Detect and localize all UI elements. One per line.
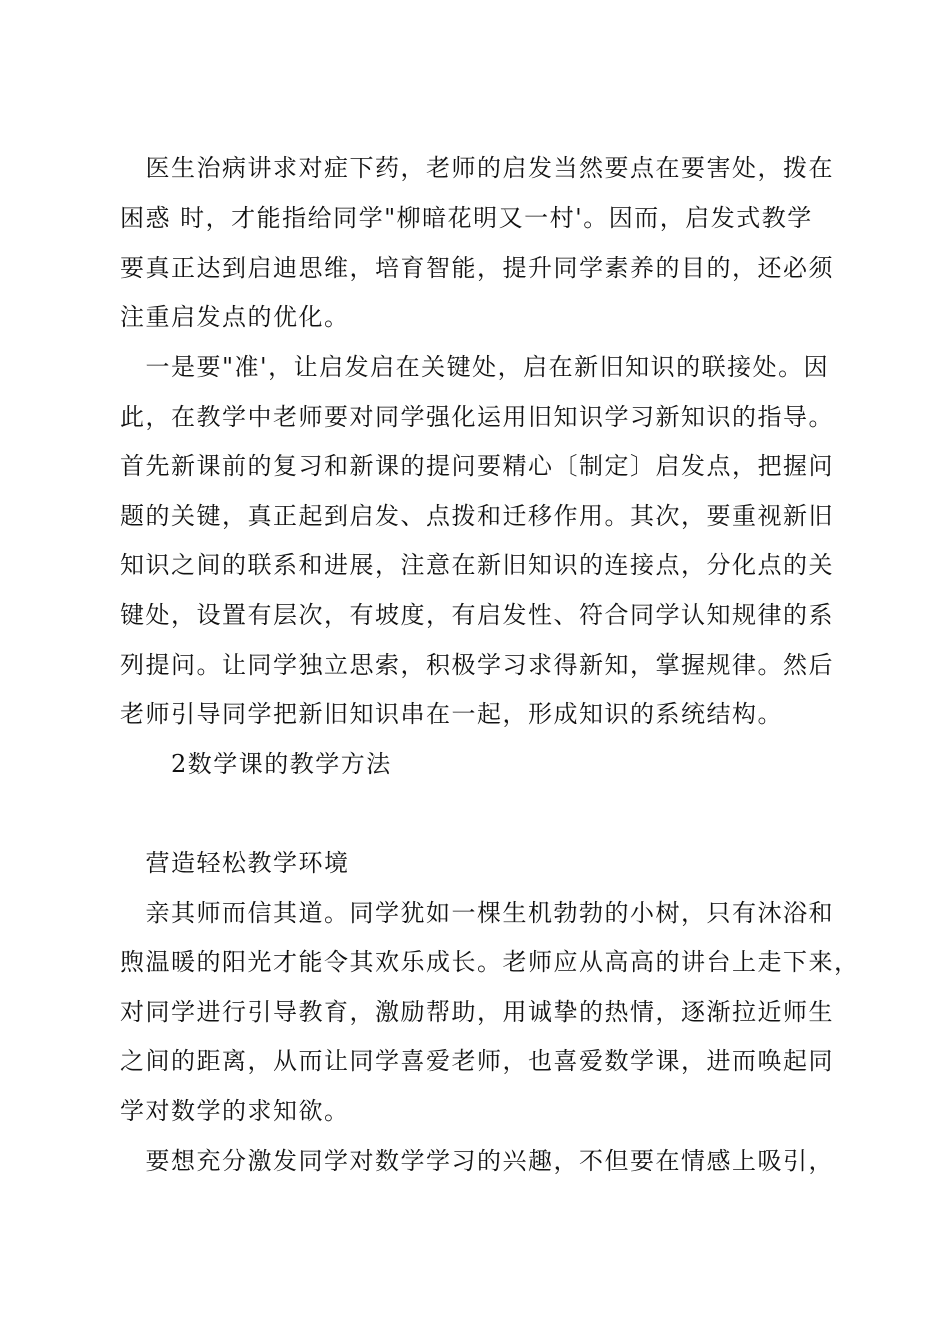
paragraph-line: 首先新课前的复习和新课的提问要精心〔制定〕启发点，把握问	[120, 452, 834, 480]
paragraph-line: 此，在教学中老师要对同学强化运用旧知识学习新知识的指导。	[120, 403, 834, 431]
paragraph-line: 亲其师而信其道。同学犹如一棵生机勃勃的小树，只有沐浴和	[120, 899, 834, 927]
paragraph-line: 困惑 时，才能指给同学"柳暗花明又一村'。因而，启发式教学	[120, 204, 813, 232]
paragraph-line: 要真正达到启迪思维，培育智能，提升同学素养的目的，还必须	[120, 254, 834, 282]
section-heading: 2数学课的教学方法	[120, 750, 392, 778]
paragraph-line: 对同学进行引导教育，激励帮助，用诚挚的热情，逐渐拉近师生	[120, 998, 834, 1026]
paragraph-line: 煦温暖的阳光才能令其欢乐成长。老师应从高高的讲台上走下来，	[120, 948, 860, 976]
paragraph-line: 学对数学的求知欲。	[120, 1097, 350, 1125]
paragraph-line: 之间的距离，从而让同学喜爱老师，也喜爱数学课，进而唤起同	[120, 1047, 834, 1075]
subheading: 营造轻松教学环境	[120, 849, 350, 877]
paragraph-line: 老师引导同学把新旧知识串在一起，形成知识的系统结构。	[120, 700, 783, 728]
paragraph-line: 一是要"准'，让启发启在关键处，启在新旧知识的联接处。因	[120, 353, 830, 381]
paragraph-line: 题的关键，真正起到启发、点拨和迁移作用。其次，要重视新旧	[120, 502, 834, 530]
paragraph-line: 医生治病讲求对症下药，老师的启发当然要点在要害处，拨在	[120, 154, 834, 182]
paragraph-line: 键处，设置有层次，有坡度，有启发性、符合同学认知规律的系	[120, 601, 834, 629]
paragraph-line: 知识之间的联系和进展，注意在新旧知识的连接点，分化点的关	[120, 551, 834, 579]
paragraph-line: 注重启发点的优化。	[120, 303, 350, 331]
paragraph-line: 要想充分激发同学对数学学习的兴趣，不但要在情感上吸引，	[120, 1147, 834, 1175]
paragraph-line: 列提问。让同学独立思索，积极学习求得新知，掌握规律。然后	[120, 651, 834, 679]
